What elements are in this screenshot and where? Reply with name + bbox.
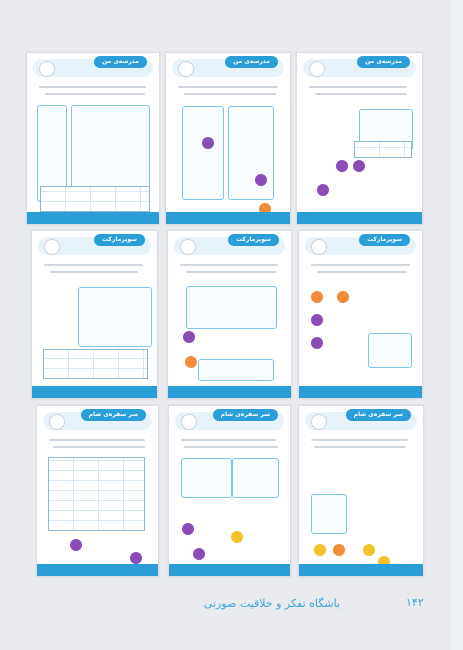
page-number: ۱۴۲ — [406, 596, 424, 609]
thumbnail-page-8: سر سفره‌ی شام — [168, 405, 291, 577]
thumbnail-page-2: مدرسه‌ی من — [165, 52, 291, 225]
thumbnail-page-6: سوپرمارکت — [298, 230, 423, 399]
thumbnail-page-3: مدرسه‌ی من — [296, 52, 423, 225]
thumbnail-page-5: سوپرمارکت — [167, 230, 292, 399]
right-margin — [451, 0, 463, 650]
thumbnail-page-4: سوپرمارکت — [31, 230, 158, 399]
thumbnail-page-7: سر سفره‌ی شام — [36, 405, 159, 577]
book-section-title: باشگاه تفکر و خلاقیت صورتی — [203, 597, 340, 610]
thumbnail-page-1: مدرسه‌ی من — [26, 52, 160, 225]
thumbnail-page-9: سر سفره‌ی شام — [298, 405, 424, 577]
